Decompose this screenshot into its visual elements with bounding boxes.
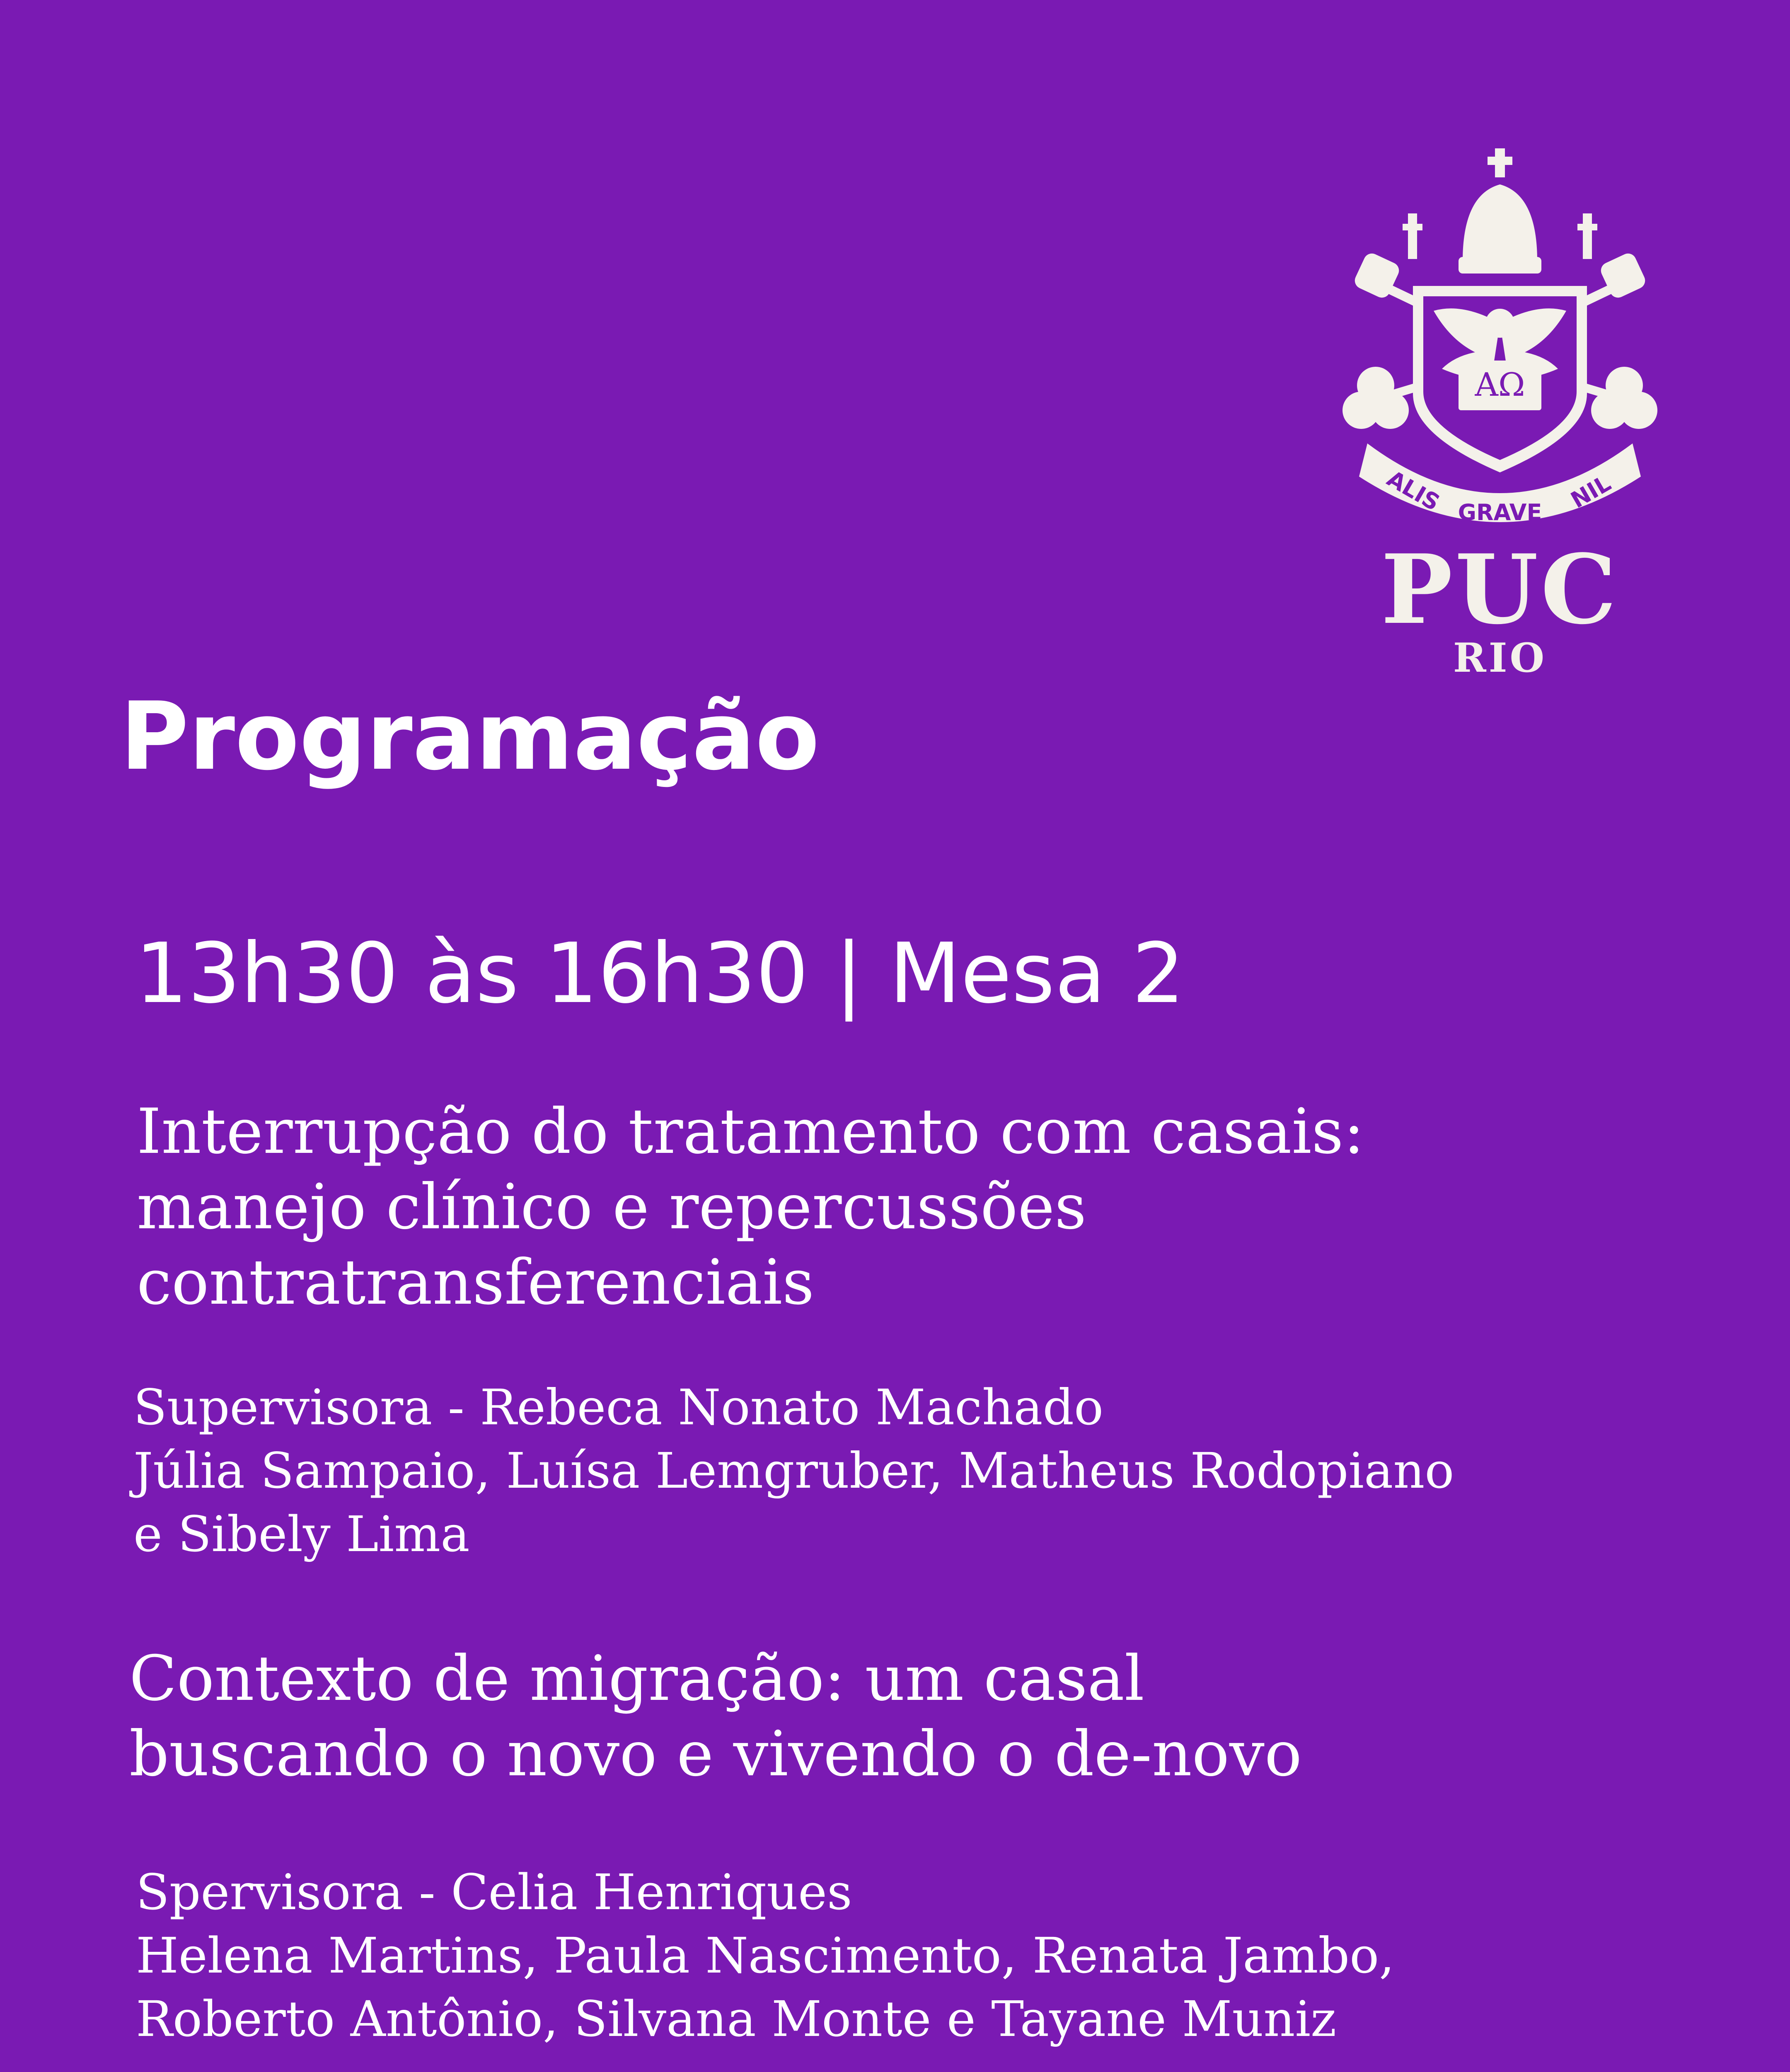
puc-rio-logo: [1338, 145, 1662, 684]
talk-1-title-line: manejo clínico e repercussões: [137, 1171, 1087, 1243]
motto-word-2: GRAVE: [1458, 499, 1542, 525]
talk-1-title-line: contratransferenciais: [137, 1247, 815, 1319]
logo-wordmark: PUC: [1381, 534, 1619, 646]
talk-2-members-line: Helena Martins, Paula Nascimento, Renata Jambo,: [136, 1927, 1395, 1984]
session-time: 13h30 às 16h30 | Mesa 2: [135, 925, 1185, 1022]
talk-1-title: [137, 1094, 1364, 1320]
talk-2-title-line: buscando o novo e vivendo o de-novo: [129, 1718, 1302, 1790]
eagle-head-icon: [1485, 309, 1514, 338]
page-title: Programação: [120, 682, 820, 791]
talk-1-supervisor: Supervisora - Rebeca Nonato Machado: [133, 1379, 1104, 1436]
logo-subword: RIO: [1453, 634, 1547, 681]
talk-2-title-line: Contexto de migração: um casal: [129, 1643, 1144, 1715]
motto-word-1: ALIS: [1382, 465, 1444, 516]
talk-1-members-line: e Sibely Lima: [133, 1506, 470, 1563]
talk-2-supervisor: Spervisora - Celia Henriques: [136, 1864, 852, 1921]
motto-word-3: NIL: [1566, 470, 1616, 513]
tiara-icon: [1463, 184, 1537, 261]
talk-2-title: [129, 1641, 1302, 1792]
book-letters: AΩ: [1475, 366, 1525, 404]
talk-1-members-line: Júlia Sampaio, Luísa Lemgruber, Matheus Rodopiano: [133, 1442, 1454, 1499]
talk-2-people: [136, 1861, 1395, 2051]
talk-1-title-line: Interrupção do tratamento com casais:: [137, 1096, 1364, 1168]
talk-1-people: [133, 1376, 1454, 1566]
talk-2-members-line: Roberto Antônio, Silvana Monte e Tayane Muniz: [136, 1990, 1337, 2048]
crest-emblem: [1338, 145, 1662, 539]
